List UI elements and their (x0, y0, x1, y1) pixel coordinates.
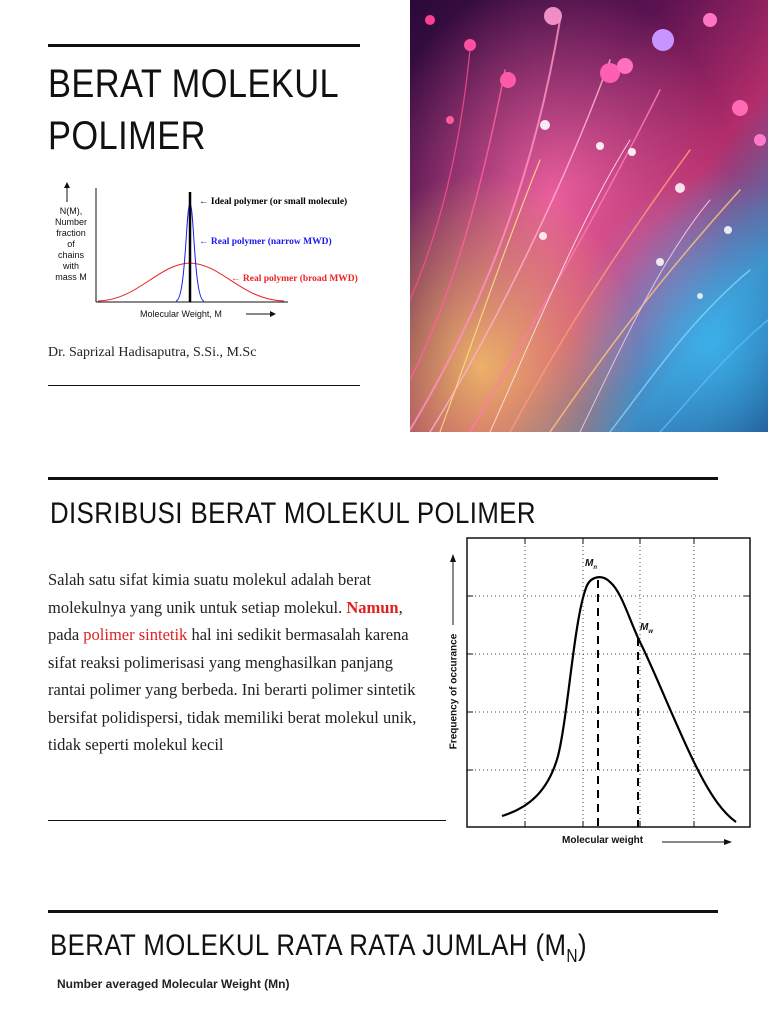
author-name: Dr. Saprizal Hadisaputra, S.Si., M.Sc (48, 345, 257, 360)
mwd-legend-narrow: ← Real polymer (narrow MWD) (199, 237, 332, 247)
para-text-2: , pada (48, 597, 403, 644)
mwd-diagram (48, 178, 398, 328)
slide2-top-rule (48, 477, 718, 480)
slide2-title: DISRIBUSI BERAT MOLEKUL POLIMER (50, 497, 536, 530)
slide1-title-line2: POLIMER (48, 114, 206, 158)
distribution-curve (502, 577, 736, 822)
mwd-x-arrowhead (270, 311, 276, 317)
slide3-title: BERAT MOLEKUL RATA RATA JUMLAH $(M_N)$ (50, 929, 588, 966)
para-polimer-sintetik: polimer sintetik (83, 625, 188, 644)
para-text-1: Salah satu sifat kimia suatu molekul adalah berat molekulnya yang unik untuk setiap molekul. (48, 570, 372, 617)
slide1-bottom-rule (48, 385, 360, 386)
slide3-subtitle: Number averaged Molecular Weight (Mn) (57, 977, 290, 991)
mwd-ylabel: N(M), Number fraction of chains with mass M (54, 206, 87, 282)
mwd-y-arrowhead (64, 182, 70, 188)
mw-label: $M_w$ (640, 622, 654, 635)
mwd-legend-broad: ← Real polymer (broad MWD) (231, 274, 358, 284)
chart-xlabel: Molecular weight (562, 835, 644, 846)
para-namun: Namun (346, 597, 399, 617)
y-arrowhead (450, 554, 456, 562)
chart-ylabel: Frequency of occurance (448, 633, 460, 750)
mn-label: $M_n$ (585, 558, 598, 571)
slide2-text-rule (48, 820, 446, 821)
mwd-legend-ideal: ← Ideal polymer (or small molecule) (199, 197, 348, 207)
x-arrowhead (724, 839, 732, 845)
mwd-xlabel: Molecular Weight, M (140, 309, 222, 319)
optical-fiber-image (410, 0, 768, 432)
slide1-top-rule (48, 44, 360, 47)
para-text-3: hal ini sedikit bermasalah karena sifat reaksi polimerisasi yang menghasilkan panjang rantai polimer yang berbeda. Ini berarti polimer sintetik bersifat polidispersi, tidak memiliki berat molekul unik, tidak seperti molekul kecil (48, 625, 417, 754)
slide2-paragraph (48, 566, 420, 759)
slide3-top-rule (48, 910, 718, 913)
mw-frequency-chart (440, 530, 760, 860)
slide1-title-line1: BERAT MOLEKUL (48, 62, 340, 106)
